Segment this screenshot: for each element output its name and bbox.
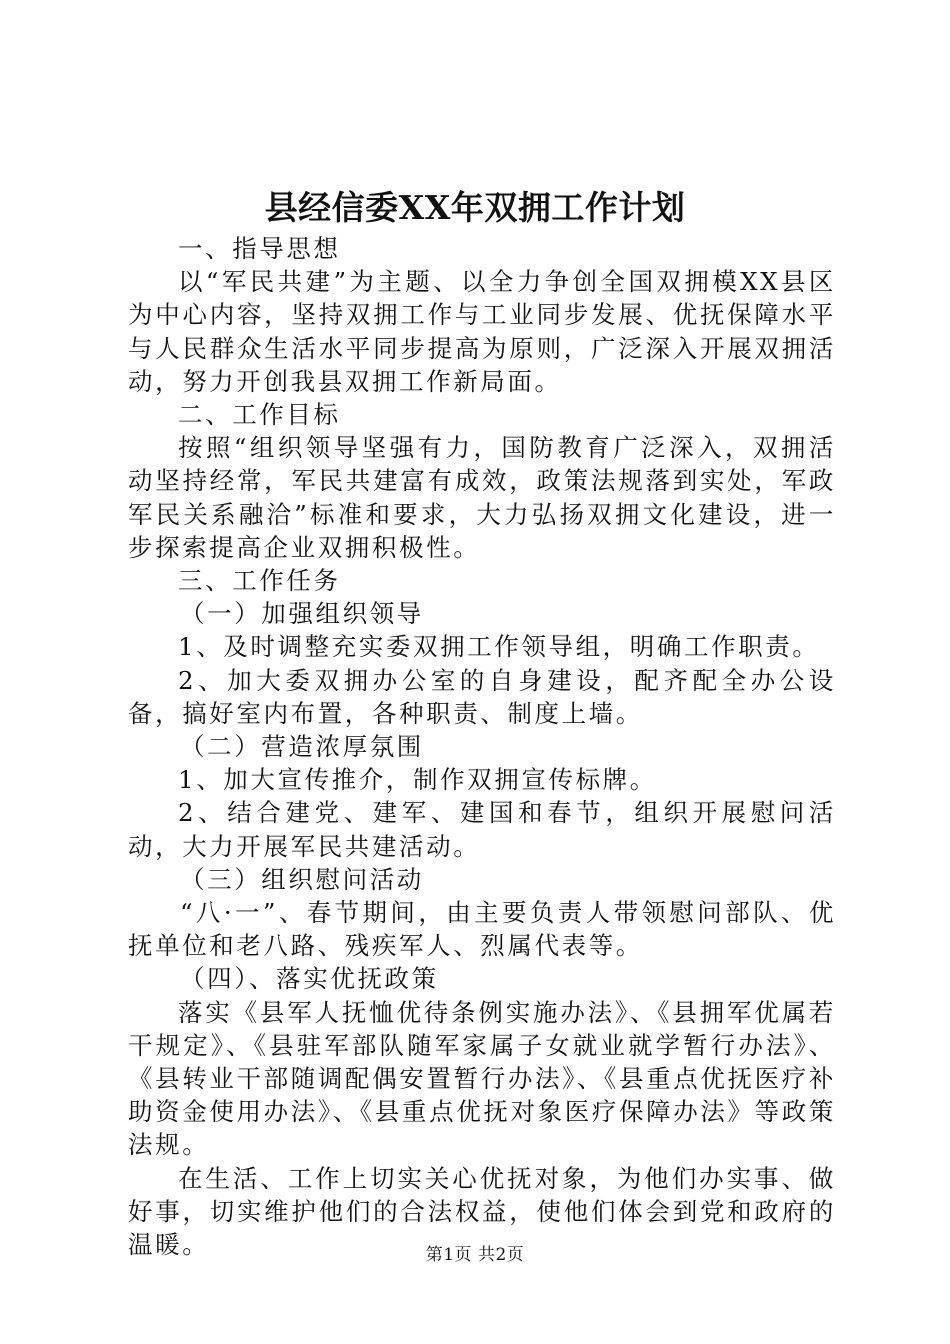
- list-item: 2、结合建党、建军、建国和春节，组织开展慰问活动，大力开展军民共建活动。: [128, 798, 836, 861]
- paragraph: 以“军民共建”为主题、以全力争创全国双拥模XX县区为中心内容，坚持双拥工作与工业同步发展、优抚保障水平与人民群众生活水平同步提高为原则，广泛深入开展双拥活动，努力开创我县双拥工作新局面。: [128, 267, 836, 396]
- list-item: 1、及时调整充实委双拥工作领导组，明确工作职责。: [178, 632, 820, 662]
- paragraph: 按照“组织领导坚强有力，国防教育广泛深入，双拥活动坚持经常，军民共建富有成效，政策法规落到实处，军政军民关系融洽”标准和要求，大力弘扬双拥文化建设，进一步探索提高企业双拥积极性。: [128, 433, 836, 562]
- section-heading: 三、工作任务: [178, 566, 341, 596]
- paragraph: 在生活、工作上切实关心优抚对象，为他们办实事、做好事，切实维护他们的合法权益，使他们体会到党和政府的温暖。: [128, 1163, 836, 1260]
- subsection-heading: （二）营造浓厚氛围: [180, 732, 424, 762]
- paragraph: 落实《县军人抚恤优待条例实施办法》、《县拥军优属若干规定》、《县驻军部队随军家属子女就业就学暂行办法》、《县转业干部随调配偶安置暂行办法》、《县重点优抚医疗补助资金使用办法》、《县重点优抚对象医疗保障办法》等政策法规。: [128, 997, 836, 1160]
- subsection-heading: （四）、落实优抚政策: [180, 964, 439, 994]
- document-title: 县经信委XX年双拥工作计划: [264, 188, 686, 227]
- section-heading: 一、指导思想: [178, 234, 341, 263]
- subsection-heading: （三）组织慰问活动: [180, 864, 424, 894]
- section-heading: 二、工作目标: [178, 400, 341, 430]
- list-item: 2、加大委双拥办公室的自身建设，配齐配全办公设备，搞好室内布置，各种职责、制度上墙。: [128, 665, 836, 728]
- list-item: 1、加大宣传推介，制作双拥宣传标牌。: [178, 765, 657, 795]
- page-number: 第1页 共2页: [425, 1245, 525, 1265]
- document-body: [128, 232, 836, 1261]
- subsection-heading: （一）加强组织领导: [180, 599, 424, 629]
- paragraph: “八·一”、春节期间，由主要负责人带领慰问部队、优抚单位和老八路、残疾军人、烈属代表等。: [128, 898, 836, 961]
